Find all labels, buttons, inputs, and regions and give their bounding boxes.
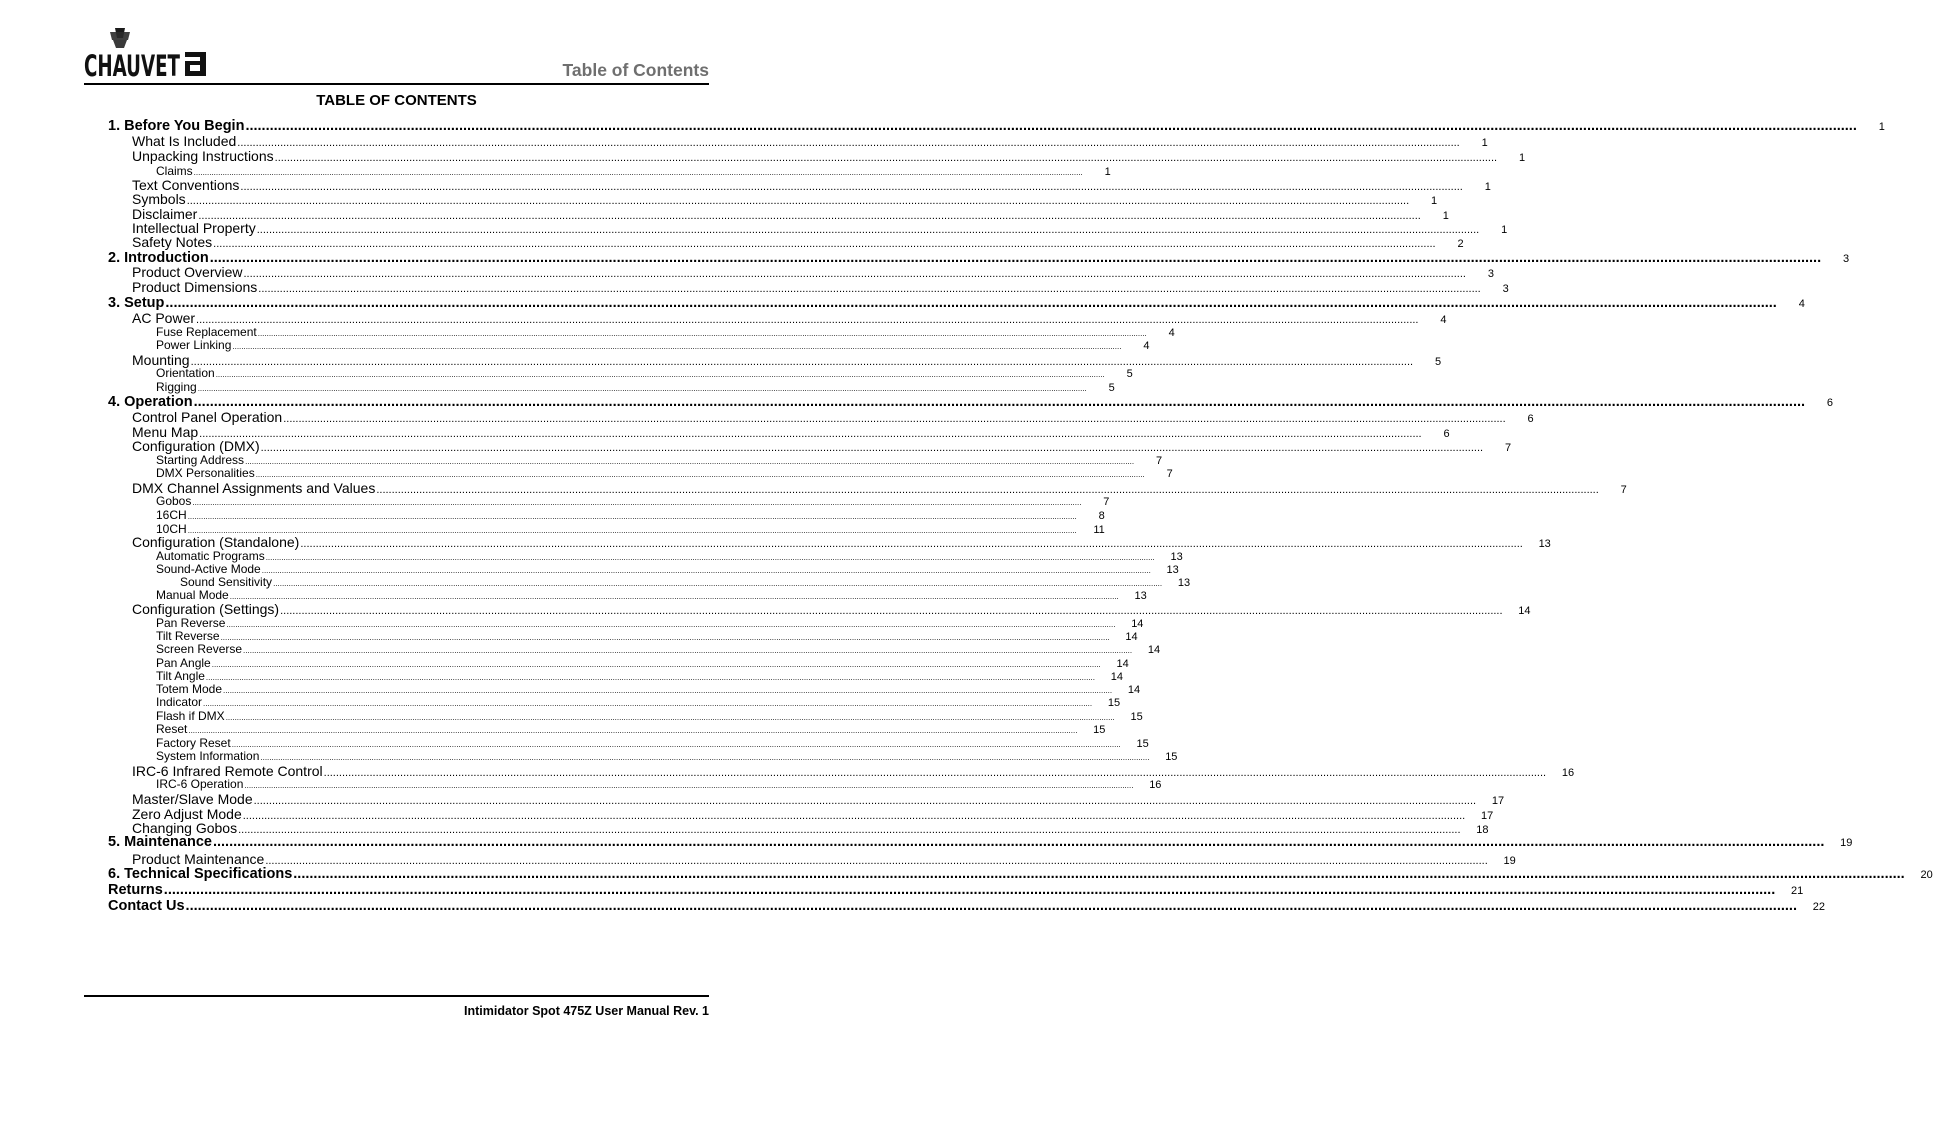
toc-leader-dots bbox=[164, 882, 1775, 898]
toc-entry-label: Pan Reverse bbox=[156, 616, 226, 630]
toc-entry-page: 14 bbox=[1116, 658, 1129, 670]
toc-entry[interactable] bbox=[108, 722, 1106, 736]
toc-entry[interactable] bbox=[108, 191, 1438, 207]
toc-entry-page: 13 bbox=[1134, 590, 1147, 602]
toc-entry-label: Factory Reset bbox=[156, 736, 231, 750]
toc-entry-page: 1 bbox=[1501, 224, 1508, 236]
toc-entry-label: 2. Introduction bbox=[108, 250, 209, 266]
toc-entry-label: Product Maintenance bbox=[132, 851, 265, 867]
toc-entry-page: 4 bbox=[1168, 327, 1175, 339]
toc-leader-dots bbox=[260, 749, 1149, 763]
toc-leader-dots bbox=[258, 279, 1480, 295]
toc-entry[interactable] bbox=[108, 453, 1163, 467]
toc-entry-page: 14 bbox=[1518, 605, 1531, 617]
toc-entry-page: 14 bbox=[1125, 631, 1138, 643]
footer-divider bbox=[84, 995, 709, 997]
toc-entry[interactable] bbox=[108, 834, 1853, 850]
toc-entry-page: 7 bbox=[1504, 442, 1512, 454]
toc-entry-page: 1 bbox=[1431, 195, 1438, 207]
toc-entry[interactable] bbox=[108, 148, 1526, 164]
toc-entry-page: 14 bbox=[1127, 684, 1141, 696]
toc-entry[interactable] bbox=[108, 629, 1138, 643]
toc-entry[interactable] bbox=[108, 749, 1178, 763]
toc-entry-page: 14 bbox=[1110, 671, 1123, 683]
toc-entry-page: 14 bbox=[1131, 618, 1144, 630]
toc-entry-label: Starting Address bbox=[156, 453, 245, 467]
toc-entry-label: Master/Slave Mode bbox=[132, 791, 253, 807]
toc-entry-page: 6 bbox=[1527, 413, 1534, 425]
toc-entry-label: 4. Operation bbox=[108, 394, 193, 410]
toc-leader-dots bbox=[237, 133, 1459, 149]
toc-leader-dots bbox=[194, 164, 1083, 178]
toc-leader-dots bbox=[243, 264, 1465, 280]
toc-entry-page: 17 bbox=[1491, 795, 1505, 807]
toc-entry[interactable] bbox=[108, 338, 1150, 352]
toc-entry[interactable] bbox=[108, 669, 1123, 683]
toc-entry-page: 1 bbox=[1481, 137, 1488, 149]
toc-leader-dots bbox=[196, 310, 1418, 326]
toc-entry-label: Control Panel Operation bbox=[132, 409, 283, 425]
toc-entry-label: Rigging bbox=[156, 380, 197, 394]
toc-leader-dots bbox=[258, 325, 1147, 339]
toc-entry-label: IRC-6 Operation bbox=[156, 777, 244, 791]
toc-entry-label: Flash if DMX bbox=[156, 709, 225, 723]
toc-entry-page: 1 bbox=[1442, 210, 1449, 222]
toc-entry-page: 16 bbox=[1149, 779, 1162, 791]
toc-entry-label: DMX Channel Assignments and Values bbox=[132, 480, 376, 496]
toc-entry[interactable] bbox=[108, 534, 1551, 550]
toc-entry-label: Automatic Programs bbox=[156, 549, 265, 563]
toc-leader-dots bbox=[232, 736, 1121, 750]
toc-entry-page: 13 bbox=[1538, 538, 1551, 550]
toc-leader-dots bbox=[226, 709, 1115, 723]
toc-entry-page: 22 bbox=[1812, 901, 1825, 913]
toc-entry-page: 2 bbox=[1457, 238, 1464, 250]
toc-entry-label: Configuration (Standalone) bbox=[132, 534, 300, 550]
toc-entry[interactable] bbox=[108, 736, 1149, 750]
toc-entry-label: 6. Technical Specifications bbox=[108, 866, 293, 882]
toc-entry-page: 1 bbox=[1878, 121, 1885, 133]
toc-leader-dots bbox=[273, 575, 1162, 589]
toc-entry-page: 11 bbox=[1093, 524, 1105, 536]
toc-entry[interactable] bbox=[108, 264, 1494, 280]
toc-entry-label: Claims bbox=[156, 164, 193, 178]
toc-entry-page: 3 bbox=[1502, 283, 1509, 295]
page-header bbox=[84, 26, 709, 84]
toc-entry[interactable] bbox=[108, 466, 1173, 480]
toc-leader-dots bbox=[212, 656, 1101, 670]
chauvet-dj-logo bbox=[84, 26, 208, 82]
toc-leader-dots bbox=[265, 851, 1487, 867]
toc-entry-page: 17 bbox=[1480, 810, 1494, 822]
toc-entry-page: 5 bbox=[1434, 356, 1442, 368]
toc-leader-dots bbox=[261, 438, 1483, 454]
toc-entry[interactable] bbox=[108, 508, 1105, 522]
toc-entry-page: 3 bbox=[1487, 268, 1494, 280]
toc-entry-page: 6 bbox=[1443, 428, 1450, 440]
toc-leader-dots bbox=[187, 191, 1409, 207]
toc-entry[interactable] bbox=[108, 310, 1447, 326]
toc-entry-page: 15 bbox=[1093, 724, 1106, 736]
toc-entry[interactable] bbox=[108, 279, 1509, 295]
toc-entry-label: Reset bbox=[156, 722, 188, 736]
toc-entry-label: Manual Mode bbox=[156, 588, 229, 602]
toc-leader-dots bbox=[186, 898, 1797, 914]
toc-entry-label: Contact Us bbox=[108, 898, 185, 914]
toc-entry-page: 7 bbox=[1103, 496, 1110, 508]
toc-entry-label: Product Overview bbox=[132, 264, 243, 280]
toc-entry[interactable] bbox=[108, 366, 1133, 380]
toc-entry[interactable] bbox=[108, 164, 1111, 178]
toc-entry-label: Symbols bbox=[132, 191, 186, 207]
toc-entry-label: DMX Personalities bbox=[156, 466, 255, 480]
toc-entry[interactable] bbox=[108, 601, 1531, 617]
toc-leader-dots bbox=[280, 601, 1502, 617]
footer-manual-title: Intimidator Spot 475Z User Manual Rev. 1 bbox=[464, 1004, 709, 1018]
toc-entry-page: 7 bbox=[1156, 455, 1163, 467]
toc-leader-dots bbox=[188, 508, 1077, 522]
toc-entry[interactable] bbox=[108, 549, 1183, 563]
toc-entry[interactable] bbox=[108, 380, 1115, 394]
toc-entry-page: 18 bbox=[1476, 824, 1489, 836]
toc-leader-dots bbox=[226, 616, 1115, 630]
toc-entry[interactable] bbox=[108, 133, 1488, 149]
toc-heading: TABLE OF CONTENTS bbox=[316, 92, 477, 109]
toc-entry[interactable] bbox=[108, 494, 1110, 508]
toc-entry-label: AC Power bbox=[132, 310, 196, 326]
toc-leader-dots bbox=[213, 834, 1824, 850]
toc-entry-label: Tilt Reverse bbox=[156, 629, 220, 643]
toc-entry[interactable] bbox=[108, 642, 1161, 656]
toc-entry-label: Menu Map bbox=[132, 424, 199, 440]
toc-leader-dots bbox=[192, 494, 1081, 508]
toc-leader-dots bbox=[213, 234, 1435, 250]
toc-entry-label: Intellectual Property bbox=[132, 220, 256, 236]
toc-entry-page: 7 bbox=[1166, 468, 1173, 480]
toc-entry-label: Configuration (Settings) bbox=[132, 601, 280, 617]
toc-entry[interactable] bbox=[108, 656, 1129, 670]
toc-entry-label: IRC-6 Infrared Remote Control bbox=[132, 763, 323, 779]
toc-entry-label: What Is Included bbox=[132, 133, 237, 149]
toc-leader-dots bbox=[230, 588, 1119, 602]
toc-entry-label: Sound-Active Mode bbox=[156, 562, 261, 576]
toc-entry-page: 20 bbox=[1920, 869, 1933, 881]
toc-leader-dots bbox=[221, 629, 1110, 643]
toc-entry-page: 1 bbox=[1518, 152, 1526, 164]
toc-leader-dots bbox=[256, 466, 1145, 480]
toc-entry[interactable] bbox=[108, 791, 1505, 807]
toc-entry-label: Tilt Angle bbox=[156, 669, 205, 683]
toc-entry[interactable] bbox=[108, 777, 1162, 791]
toc-leader-dots bbox=[266, 549, 1155, 563]
toc-entry-page: 1 bbox=[1484, 181, 1491, 193]
toc-entry-label: Indicator bbox=[156, 695, 203, 709]
toc-leader-dots bbox=[216, 366, 1105, 380]
toc-entry-page: 8 bbox=[1098, 510, 1105, 522]
toc-leader-dots bbox=[262, 562, 1151, 576]
toc-entry-label: 1. Before You Begin bbox=[108, 118, 245, 134]
toc-leader-dots bbox=[244, 777, 1133, 791]
toc-leader-dots bbox=[254, 791, 1476, 807]
toc-entry[interactable] bbox=[108, 709, 1143, 723]
toc-entry[interactable] bbox=[108, 575, 1191, 589]
toc-entry-label: 10CH bbox=[156, 522, 187, 536]
toc-leader-dots bbox=[188, 722, 1077, 736]
toc-entry-page: 13 bbox=[1177, 577, 1191, 589]
toc-leader-dots bbox=[243, 642, 1132, 656]
toc-entry-label: Unpacking Instructions bbox=[132, 148, 274, 164]
toc-leader-dots bbox=[232, 338, 1121, 352]
toc-entry-label: Changing Gobos bbox=[132, 820, 238, 836]
toc-entry-label: 16CH bbox=[156, 508, 187, 522]
toc-leader-dots bbox=[245, 118, 1856, 134]
toc-entry-page: 4 bbox=[1440, 314, 1447, 326]
toc-entry-page: 13 bbox=[1170, 551, 1183, 563]
toc-entry-label: Configuration (DMX) bbox=[132, 438, 260, 454]
toc-entry[interactable] bbox=[108, 234, 1464, 250]
toc-entry-label: 5. Maintenance bbox=[108, 834, 212, 850]
toc-entry-page: 15 bbox=[1165, 751, 1178, 763]
toc-leader-dots bbox=[165, 295, 1776, 311]
toc-leader-dots bbox=[300, 534, 1522, 550]
toc-entry[interactable] bbox=[108, 295, 1805, 311]
toc-entry-label: 3. Setup bbox=[108, 295, 165, 311]
toc-entry-label: Gobos bbox=[156, 494, 192, 508]
toc-entry-label: Sound Sensitivity bbox=[180, 575, 273, 589]
svg-text:CHAUVET: CHAUVET bbox=[84, 49, 181, 83]
toc-entry-label: Safety Notes bbox=[132, 234, 213, 250]
toc-entry-label: Orientation bbox=[156, 366, 215, 380]
toc-entry-page: 15 bbox=[1107, 697, 1121, 709]
toc-entry[interactable] bbox=[108, 851, 1516, 867]
toc-entry-page: 1 bbox=[1104, 166, 1111, 178]
toc-entry-label: Product Dimensions bbox=[132, 279, 258, 295]
toc-entry-page: 15 bbox=[1130, 711, 1143, 723]
toc-entry[interactable] bbox=[108, 562, 1179, 576]
toc-leader-dots bbox=[283, 409, 1505, 425]
toc-entry-label: Zero Adjust Mode bbox=[132, 806, 242, 822]
toc-entry[interactable] bbox=[108, 695, 1121, 709]
toc-entry[interactable] bbox=[108, 438, 1512, 454]
toc-entry[interactable] bbox=[108, 409, 1534, 425]
toc-entry[interactable] bbox=[108, 325, 1175, 339]
toc-leader-dots bbox=[275, 148, 1497, 164]
toc-entry[interactable] bbox=[108, 588, 1147, 602]
toc-entry[interactable] bbox=[108, 866, 1933, 882]
toc-entry[interactable] bbox=[108, 898, 1825, 914]
header-divider bbox=[84, 83, 709, 85]
toc-entry-page: 7 bbox=[1620, 484, 1627, 496]
toc-entry-label: Fuse Replacement bbox=[156, 325, 257, 339]
toc-entry-label: Returns bbox=[108, 882, 163, 898]
toc-entry-page: 3 bbox=[1843, 253, 1850, 265]
toc-leader-dots bbox=[198, 380, 1087, 394]
toc-entry-page: 16 bbox=[1561, 767, 1575, 779]
toc-entry[interactable] bbox=[108, 882, 1804, 898]
toc-entry-label: Disclaimer bbox=[132, 206, 198, 222]
toc-leader-dots bbox=[194, 394, 1805, 410]
toc-entry-label: Mounting bbox=[132, 352, 190, 368]
toc-entry-page: 5 bbox=[1126, 368, 1133, 380]
toc-entry[interactable] bbox=[108, 616, 1144, 630]
toc-entry[interactable] bbox=[108, 682, 1141, 696]
toc-entry-page: 4 bbox=[1798, 298, 1805, 310]
toc-entry-page: 5 bbox=[1108, 382, 1115, 394]
toc-entry-page: 19 bbox=[1503, 855, 1516, 867]
toc-entry-page: 15 bbox=[1136, 738, 1149, 750]
toc-entry-label: Screen Reverse bbox=[156, 642, 243, 656]
toc-entry-page: 14 bbox=[1147, 644, 1161, 656]
header-title: Table of Contents bbox=[562, 60, 709, 80]
toc-leader-dots bbox=[203, 695, 1092, 709]
toc-entry-page: 21 bbox=[1790, 885, 1804, 897]
toc-leader-dots bbox=[245, 453, 1134, 467]
toc-entry-label: Totem Mode bbox=[156, 682, 223, 696]
toc-entry-label: Text Conventions bbox=[132, 177, 240, 193]
toc-entry-page: 19 bbox=[1840, 837, 1853, 849]
toc-entry-page: 13 bbox=[1166, 564, 1179, 576]
toc-entry-label: Power Linking bbox=[156, 338, 232, 352]
toc-entry-label: System Information bbox=[156, 749, 260, 763]
toc-leader-dots bbox=[293, 866, 1904, 882]
toc-entry-label: Pan Angle bbox=[156, 656, 211, 670]
toc-leader-dots bbox=[223, 682, 1112, 696]
toc-leader-dots bbox=[206, 669, 1095, 683]
toc-entry[interactable] bbox=[108, 394, 1834, 410]
toc-entry-page: 6 bbox=[1826, 397, 1834, 409]
toc-entry-page: 4 bbox=[1143, 340, 1150, 352]
toc-entry[interactable] bbox=[108, 118, 1885, 134]
